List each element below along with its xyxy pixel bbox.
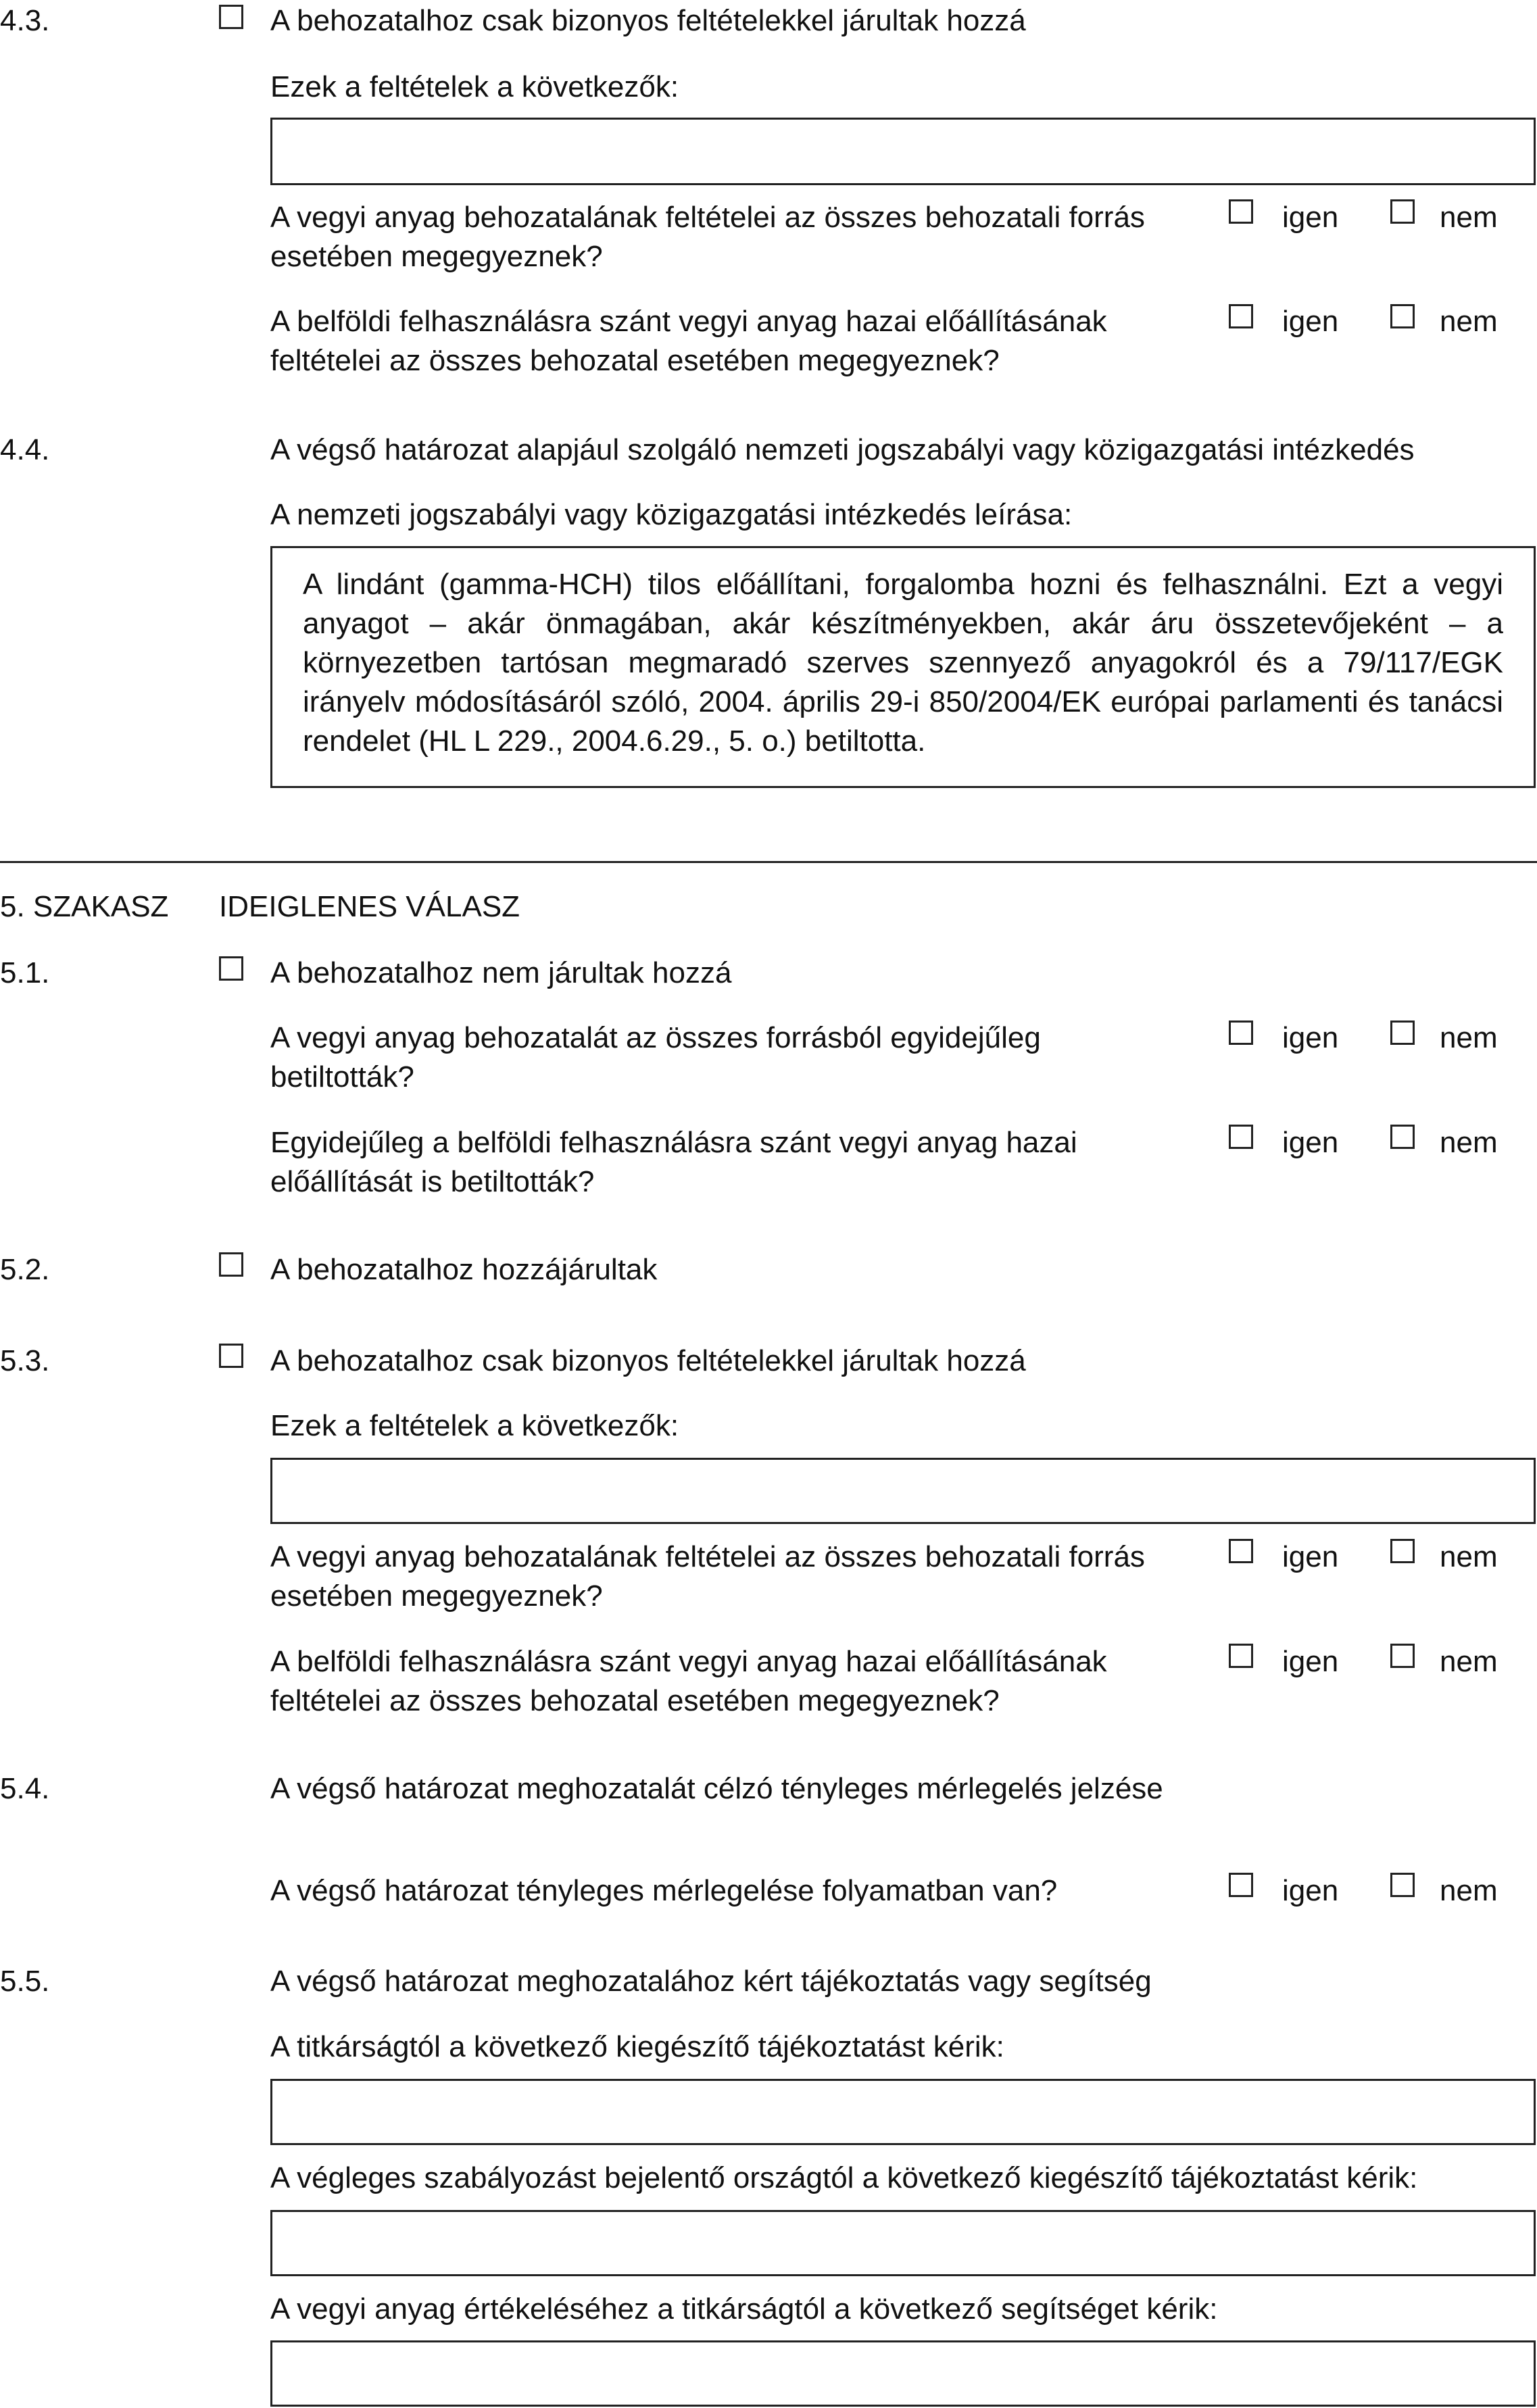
label-yes: igen — [1282, 1874, 1339, 1907]
conditions-label-4-3: Ezek a feltételek a következők: — [270, 70, 679, 103]
checkbox-no-5-1-1[interactable] — [1390, 1021, 1415, 1045]
question-5-4-1: A végső határozat tényleges mérlegelése folyamatban van? — [270, 1874, 1058, 1907]
heading-5-3: A behozatalhoz csak bizonyos feltételekkel járultak hozzá — [270, 1344, 1026, 1377]
section-number-5-4: 5.4. — [0, 1772, 50, 1805]
section-number-4-4: 4.4. — [0, 433, 50, 466]
section-number-4-3: 4.3. — [0, 4, 50, 37]
heading-4-4: A végső határozat alapjául szolgáló nemzeti jogszabályi vagy közigazgatási intézkedés — [270, 433, 1415, 466]
checkbox-yes-5-4-1[interactable] — [1229, 1873, 1253, 1897]
checkbox-yes-5-1-2[interactable] — [1229, 1125, 1253, 1149]
section-divider — [0, 861, 1537, 863]
heading-5-1: A behozatalhoz nem járultak hozzá — [270, 956, 732, 989]
section-title-5: IDEIGLENES VÁLASZ — [219, 890, 520, 923]
checkbox-4-3[interactable] — [219, 5, 243, 29]
request-label-secretariat-info: A titkárságtól a következő kiegészítő tájékoztatást kérik: — [270, 2030, 1004, 2063]
question-5-1-1: A vegyi anyag behozatalát az összes forrásból egyidejűleg betiltották? — [270, 1021, 1041, 1094]
checkbox-no-4-3-1[interactable] — [1390, 199, 1415, 224]
description-text-4-4: A lindánt (gamma-HCH) tilos előállítani, forgalomba hozni és felhasználni. Ezt a vegyi anyagot – akár önmagában, akár készítményekben, akár áru összetevőjeként – a környezetben tartósan megmaradó szerves szennyező anyagokról és a 79/117/EGK irányelv módosításáról szóló, 2004. április 29-i 850/2004/EK európai parlamenti és tanácsi rendelet (HL L 229., 2004.6.29., 5. o.) betiltotta. — [303, 568, 1503, 758]
checkbox-no-4-3-2[interactable] — [1390, 304, 1415, 328]
question-4-3-1: A vegyi anyag behozatalának feltételei az összes behozatali forrás esetében megegyeznek? — [270, 201, 1145, 273]
label-no: nem — [1440, 305, 1498, 338]
checkbox-5-2[interactable] — [219, 1252, 243, 1277]
heading-5-4: A végső határozat meghozatalát célzó tényleges mérlegelés jelzése — [270, 1772, 1163, 1805]
request-field-secretariat-info[interactable] — [270, 2079, 1536, 2145]
label-yes: igen — [1282, 201, 1339, 234]
label-yes: igen — [1282, 1126, 1339, 1159]
label-yes: igen — [1282, 1645, 1339, 1678]
request-label-country-info: A végleges szabályozást bejelentő országtól a következő kiegészítő tájékoztatást kérik: — [270, 2161, 1418, 2194]
label-no: nem — [1440, 1540, 1498, 1573]
label-yes: igen — [1282, 1540, 1339, 1573]
label-no: nem — [1440, 1021, 1498, 1054]
checkbox-yes-5-3-2[interactable] — [1229, 1644, 1253, 1668]
request-field-assessment-help[interactable] — [270, 2340, 1536, 2407]
label-yes: igen — [1282, 1021, 1339, 1054]
question-5-3-1: A vegyi anyag behozatalának feltételei az összes behozatali forrás esetében megegyeznek? — [270, 1540, 1145, 1613]
conditions-field-4-3[interactable] — [270, 118, 1536, 185]
checkbox-yes-5-1-1[interactable] — [1229, 1021, 1253, 1045]
section-number-5-2: 5.2. — [0, 1253, 50, 1286]
label-no: nem — [1440, 1126, 1498, 1159]
checkbox-yes-4-3-1[interactable] — [1229, 199, 1253, 224]
heading-5-5: A végső határozat meghozatalához kért tájékoztatás vagy segítség — [270, 1965, 1152, 1998]
checkbox-no-5-3-2[interactable] — [1390, 1644, 1415, 1668]
section-number-5-1: 5.1. — [0, 956, 50, 989]
question-5-3-2: A belföldi felhasználásra szánt vegyi anyag hazai előállításának feltételei az összes behozatal esetében megegyeznek? — [270, 1645, 1107, 1717]
section-number-5-3: 5.3. — [0, 1344, 50, 1377]
heading-5-2: A behozatalhoz hozzájárultak — [270, 1253, 658, 1286]
question-5-1-2: Egyidejűleg a belföldi felhasználásra szánt vegyi anyag hazai előállítását is betiltották? — [270, 1126, 1077, 1198]
conditions-label-5-3: Ezek a feltételek a következők: — [270, 1409, 679, 1442]
section-number-5-5: 5.5. — [0, 1965, 50, 1998]
label-yes: igen — [1282, 305, 1339, 338]
label-no: nem — [1440, 1645, 1498, 1678]
checkbox-no-5-1-2[interactable] — [1390, 1125, 1415, 1149]
question-4-3-2: A belföldi felhasználásra szánt vegyi anyag hazai előállításának feltételei az összes behozatal esetében megegyeznek? — [270, 305, 1107, 377]
checkbox-5-3[interactable] — [219, 1344, 243, 1368]
label-no: nem — [1440, 1874, 1498, 1907]
checkbox-yes-5-3-1[interactable] — [1229, 1539, 1253, 1563]
section-number-5: 5. SZAKASZ — [0, 890, 169, 923]
conditions-field-5-3[interactable] — [270, 1458, 1536, 1524]
heading-4-3: A behozatalhoz csak bizonyos feltételekkel járultak hozzá — [270, 4, 1026, 37]
checkbox-5-1[interactable] — [219, 956, 243, 981]
request-field-country-info[interactable] — [270, 2210, 1536, 2276]
label-no: nem — [1440, 201, 1498, 234]
request-label-assessment-help: A vegyi anyag értékeléséhez a titkárságtól a következő segítséget kérik: — [270, 2292, 1218, 2326]
checkbox-no-5-4-1[interactable] — [1390, 1873, 1415, 1897]
description-label-4-4: A nemzeti jogszabályi vagy közigazgatási intézkedés leírása: — [270, 498, 1073, 531]
checkbox-no-5-3-1[interactable] — [1390, 1539, 1415, 1563]
checkbox-yes-4-3-2[interactable] — [1229, 304, 1253, 328]
